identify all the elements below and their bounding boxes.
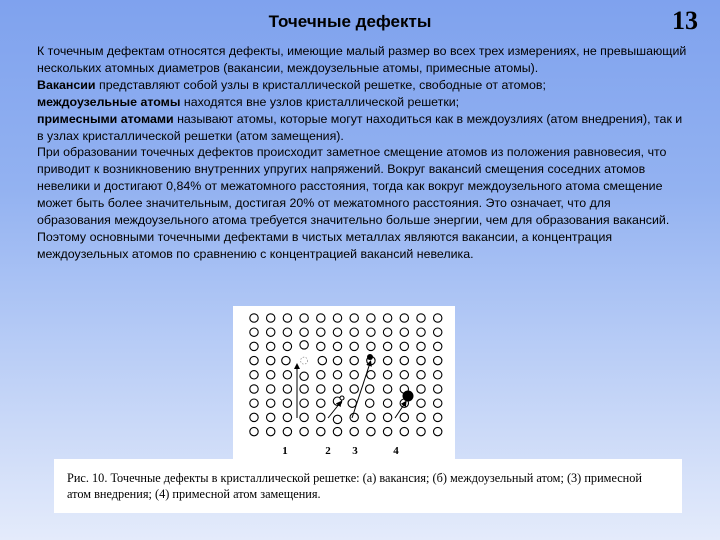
label-4: 4 xyxy=(393,445,399,457)
lattice-atom xyxy=(283,385,291,393)
lattice-diagram xyxy=(233,306,455,459)
lattice-atom xyxy=(383,356,391,364)
lattice-atom xyxy=(283,427,291,435)
lattice-atom xyxy=(300,427,308,435)
lattice-atom xyxy=(367,427,375,435)
lattice-atom xyxy=(267,399,275,407)
label-1: 1 xyxy=(282,445,288,457)
lattice-atom xyxy=(350,385,358,393)
lattice-atom xyxy=(250,314,258,322)
vacancies-term: Вакансии xyxy=(37,77,96,92)
lattice-atom xyxy=(300,399,308,407)
label-3: 3 xyxy=(352,445,358,457)
substitutional-impurity-atom xyxy=(403,391,414,402)
lattice-atom xyxy=(383,371,391,379)
lattice-atom xyxy=(417,356,425,364)
lattice-atom xyxy=(350,342,358,350)
lattice-atom xyxy=(317,314,325,322)
vacancies-paragraph xyxy=(37,77,687,94)
lattice-atom xyxy=(367,342,375,350)
lattice-atom xyxy=(367,413,375,421)
lattice-atom xyxy=(383,314,391,322)
lattice-atom xyxy=(250,385,258,393)
lattice-figure xyxy=(233,306,455,459)
lattice-atom xyxy=(350,356,358,364)
lattice-atom xyxy=(250,356,258,364)
lattice-atom xyxy=(400,328,408,336)
lattice-atom xyxy=(283,413,291,421)
lattice-atom xyxy=(383,399,391,407)
lattice-atom xyxy=(417,371,425,379)
lattice-atom xyxy=(267,427,275,435)
lattice-atom xyxy=(383,427,391,435)
lattice-atom xyxy=(250,342,258,350)
caption-box xyxy=(54,459,682,513)
lattice-atom xyxy=(283,328,291,336)
lattice-atom xyxy=(300,372,308,380)
interstitial-atom xyxy=(367,354,373,360)
formation-paragraph: При образовании точечных дефектов происходит заметное смещение атомов из положения равновесия, что приводит к возникновению внутренних упругих напряжений. Вокруг вакансий смещения соседних атомов невелики и достигают 0,84% от межатомного расстояния, тогда как вокруг междоузельного атома смещение может быть более значительным, достигая 20% от межатомного расстояния. Это означает, что для образования междоузельного атома требуется значительно больше энергии, чем для образования вакансий. Поэтому основными точечными дефектами в чистых металлах являются вакансии, а концентрация междоузельных атомов по сравнению с концентрацией вакансий невелика. xyxy=(37,145,670,261)
lattice-atom xyxy=(417,342,425,350)
lattice-atom xyxy=(350,314,358,322)
lattice-atom xyxy=(400,314,408,322)
lattice-atom xyxy=(317,413,325,421)
figure-caption: Рис. 10. Точечные дефекты в кристаллической решетке: (а) вакансия; (б) междоузельный атом; (3) примесной атом внедрения; (4) примесной атом замещения. xyxy=(67,471,642,501)
lattice-atom xyxy=(250,328,258,336)
interstitial-definition: находятся вне узлов кристаллической решетки; xyxy=(180,94,460,109)
lattice-atom xyxy=(417,328,425,336)
lattice-atom xyxy=(417,399,425,407)
lattice-atom xyxy=(417,427,425,435)
lattice-atom xyxy=(400,356,408,364)
lattice-atom xyxy=(400,413,408,421)
slide-title: Точечные дефекты xyxy=(268,12,432,31)
lattice-atom xyxy=(348,399,356,407)
lattice-atom xyxy=(317,399,325,407)
lattice-atom xyxy=(333,385,341,393)
lattice-atom xyxy=(350,427,358,435)
lattice-atom xyxy=(367,314,375,322)
lattice-atom xyxy=(333,328,341,336)
lattice-atom xyxy=(333,342,341,350)
slide-number: 13 xyxy=(672,6,698,35)
lattice-atom xyxy=(400,342,408,350)
interstitial-impurity-atom xyxy=(340,396,344,400)
lattice-atom xyxy=(434,413,442,421)
lattice-atom xyxy=(434,427,442,435)
lattice-atom xyxy=(434,328,442,336)
lattice-atom xyxy=(250,371,258,379)
lattice-atom xyxy=(267,371,275,379)
lattice-atom xyxy=(434,399,442,407)
lattice-atom xyxy=(333,415,341,423)
lattice-atom xyxy=(283,342,291,350)
lattice-atom xyxy=(300,413,308,421)
lattice-atom xyxy=(400,371,408,379)
lattice-atom xyxy=(283,399,291,407)
lattice-atom xyxy=(300,328,308,336)
lattice-atom xyxy=(267,385,275,393)
lattice-atom xyxy=(300,385,308,393)
lattice-atom xyxy=(417,385,425,393)
lattice-atom xyxy=(434,342,442,350)
lattice-atom xyxy=(400,427,408,435)
lattice-atom xyxy=(318,356,326,364)
impurity-paragraph xyxy=(37,111,687,145)
lattice-atom xyxy=(383,328,391,336)
lattice-atom xyxy=(333,427,341,435)
lattice-atom xyxy=(417,314,425,322)
lattice-atom xyxy=(383,413,391,421)
lattice-atom xyxy=(267,328,275,336)
vacancy-site xyxy=(301,357,308,364)
lattice-atom xyxy=(383,385,391,393)
lattice-atom xyxy=(317,342,325,350)
lattice-atom xyxy=(282,356,290,364)
interstitial-paragraph xyxy=(37,94,687,111)
lattice-atom xyxy=(367,371,375,379)
lattice-atom xyxy=(367,328,375,336)
lattice-atom xyxy=(250,399,258,407)
label-2: 2 xyxy=(325,445,331,457)
lattice-atom xyxy=(366,399,374,407)
lattice-atom xyxy=(300,314,308,322)
lattice-atom xyxy=(434,314,442,322)
lattice-atoms xyxy=(250,314,442,436)
lattice-atom xyxy=(267,314,275,322)
lattice-atom xyxy=(350,371,358,379)
lattice-atom xyxy=(317,385,325,393)
lattice-atom xyxy=(283,314,291,322)
lattice-atom xyxy=(350,328,358,336)
lattice-atom xyxy=(333,371,341,379)
lattice-atom xyxy=(317,371,325,379)
lattice-atom xyxy=(267,356,275,364)
lattice-atom xyxy=(434,371,442,379)
lattice-atom xyxy=(267,342,275,350)
lattice-atom xyxy=(317,427,325,435)
lattice-atom xyxy=(366,385,374,393)
lattice-atom xyxy=(317,328,325,336)
lattice-atom xyxy=(250,427,258,435)
lattice-atom xyxy=(267,413,275,421)
lattice-atom xyxy=(333,314,341,322)
impurity-definition: называют атомы, которые могут находиться как в междоузлиях (атом внедрения), так и в узлах кристаллической решетки (атом замещения). xyxy=(37,111,683,143)
impurity-term: примесными атомами xyxy=(37,111,174,126)
lattice-atom xyxy=(283,371,291,379)
lattice-atom xyxy=(300,341,308,349)
lattice-atom xyxy=(250,413,258,421)
vacancies-definition: представляют собой узлы в кристаллической решетке, свободные от атомов; xyxy=(95,77,546,92)
intro-paragraph: К точечным дефектам относятся дефекты, имеющие малый размер во всех трех измерениях, не превышающий нескольких атомных диаметров (вакансии, междоузельные атомы, примесные атомы). xyxy=(37,44,687,75)
lattice-atom xyxy=(434,356,442,364)
lattice-atom xyxy=(434,385,442,393)
lattice-atom xyxy=(383,342,391,350)
lattice-atom xyxy=(417,413,425,421)
lattice-atom xyxy=(333,356,341,364)
lattice-atom xyxy=(350,413,358,421)
interstitial-term: междоузельные атомы xyxy=(37,94,181,109)
body-text xyxy=(37,43,687,263)
